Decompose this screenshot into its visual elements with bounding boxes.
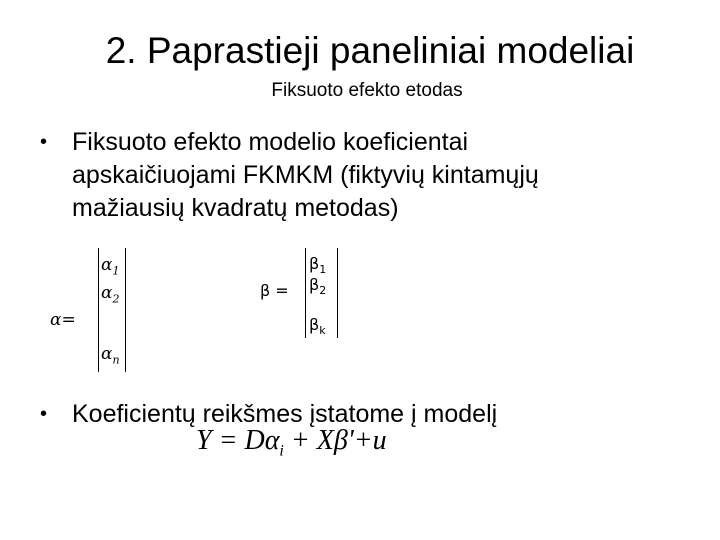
slide-title: 2. Paprastieji paneliniai modeliai	[105, 30, 635, 71]
bullet-marker: •	[40, 403, 48, 425]
bullet-line-3: mažiausių kvadratų metodas)	[72, 194, 399, 222]
alpha-entry-n: $\alpha_n$	[101, 344, 120, 367]
model-formula: $Y = D\alpha_i + X\beta'+u$	[196, 425, 387, 460]
beta-entry-2: $\beta_2$	[309, 275, 327, 298]
bullet-text	[72, 126, 539, 225]
alpha-entry-1: $\alpha_1$	[101, 255, 120, 278]
beta-vector-box	[305, 248, 338, 338]
bullet-line-2: apskaičiuojami FKMKM (fiktyvių kintamųjų	[72, 161, 539, 189]
beta-entry-k: $\beta_k$	[309, 315, 326, 338]
alpha-entry-2: $\alpha_2$	[101, 283, 120, 306]
beta-entry-1: $\beta_1$	[309, 254, 327, 277]
bullet-marker: •	[40, 131, 48, 153]
alpha-vector-box	[98, 248, 126, 372]
alpha-vector-label: α=	[50, 310, 76, 330]
beta-vector-label: β =	[260, 281, 289, 300]
slide-subtitle: Fiksuoto efekto etodas	[271, 80, 463, 101]
bullet-line-1: Fiksuoto efekto modelio koeficientai	[72, 128, 469, 156]
bullet-text: Koeficientų reikšmes įstatome į modelį	[72, 400, 498, 428]
